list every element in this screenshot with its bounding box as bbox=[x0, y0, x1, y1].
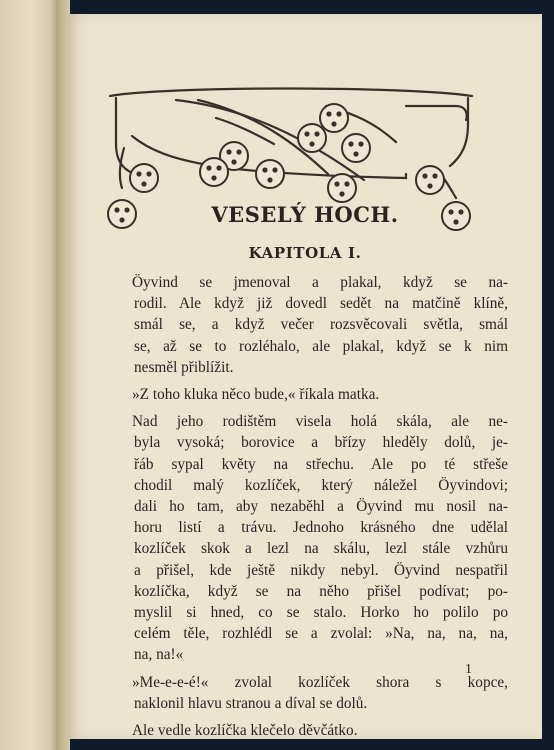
book-page bbox=[68, 14, 542, 739]
page-number: 1 bbox=[465, 662, 472, 677]
text-line: se, až se to rozléhalo, ale plakal, když se k nim bbox=[134, 337, 508, 355]
text-line: rodil. Ale když již dovedl sedět na matčině klíně, bbox=[134, 295, 508, 313]
text-line: kozlíčka, když se na něho přišel podívat; po- bbox=[134, 582, 508, 600]
body-text bbox=[108, 272, 508, 747]
text-line: Öyvind se jmenoval a plakal, když se na- bbox=[132, 274, 508, 291]
paragraph-1 bbox=[108, 272, 508, 378]
text-line: kozlíček skok a lezl na skálu, lezl stále vzhůru bbox=[134, 540, 508, 558]
text-line: »Z toho kluka něco bude,« říkala matka. bbox=[132, 386, 380, 404]
text-line: chodil malý kozlíček, který náležel Öyvindovi; bbox=[134, 476, 508, 494]
text-line: řáb sypal květy na střechu. Ale po té střeše bbox=[134, 455, 508, 473]
paragraph-2 bbox=[108, 384, 508, 405]
chapter-heading: KAPITOLA I. bbox=[248, 244, 362, 262]
text-line: a přišel, kde ještě nikdy nebyl. Öyvind nespatřil bbox=[134, 561, 508, 579]
paragraph-3 bbox=[108, 411, 508, 665]
text-line: byla vysoká; borovice a břízy hleděly dolů, je- bbox=[134, 434, 508, 452]
text-line: na, na!« bbox=[134, 646, 184, 664]
text-line: »Me-e-e-é!« zvolal kozlíček shora s kopce, bbox=[132, 673, 508, 691]
text-line: Ale vedle kozlíčka klečelo děvčátko. bbox=[132, 722, 358, 740]
text-line: naklonil hlavu stranou a díval se dolů. bbox=[134, 694, 368, 712]
left-page-edge bbox=[0, 0, 59, 750]
text-line: dali ho tam, aby nezaběhl a Öyvind mu nosil na- bbox=[134, 498, 508, 516]
text-line: celém těle, rozhlédl se a zvolal: »Na, na, na, na, bbox=[134, 625, 508, 643]
paragraph-5 bbox=[108, 720, 508, 741]
story-title: VESELÝ HOCH. bbox=[211, 202, 399, 227]
text-line: horu listí a trávu. Jednoho krásného dne udělal bbox=[134, 519, 508, 537]
paragraph-4 bbox=[108, 672, 508, 714]
text-line: smál se, a když večer rozsvěcovali světla, smál bbox=[134, 316, 508, 334]
text-line: Nad jeho rodištěm visela holá skála, ale ne- bbox=[132, 413, 508, 431]
text-line: nesměl přiblížit. bbox=[134, 358, 234, 376]
text-line: myslil si hned, co se stalo. Horko ho polilo po bbox=[134, 604, 508, 622]
